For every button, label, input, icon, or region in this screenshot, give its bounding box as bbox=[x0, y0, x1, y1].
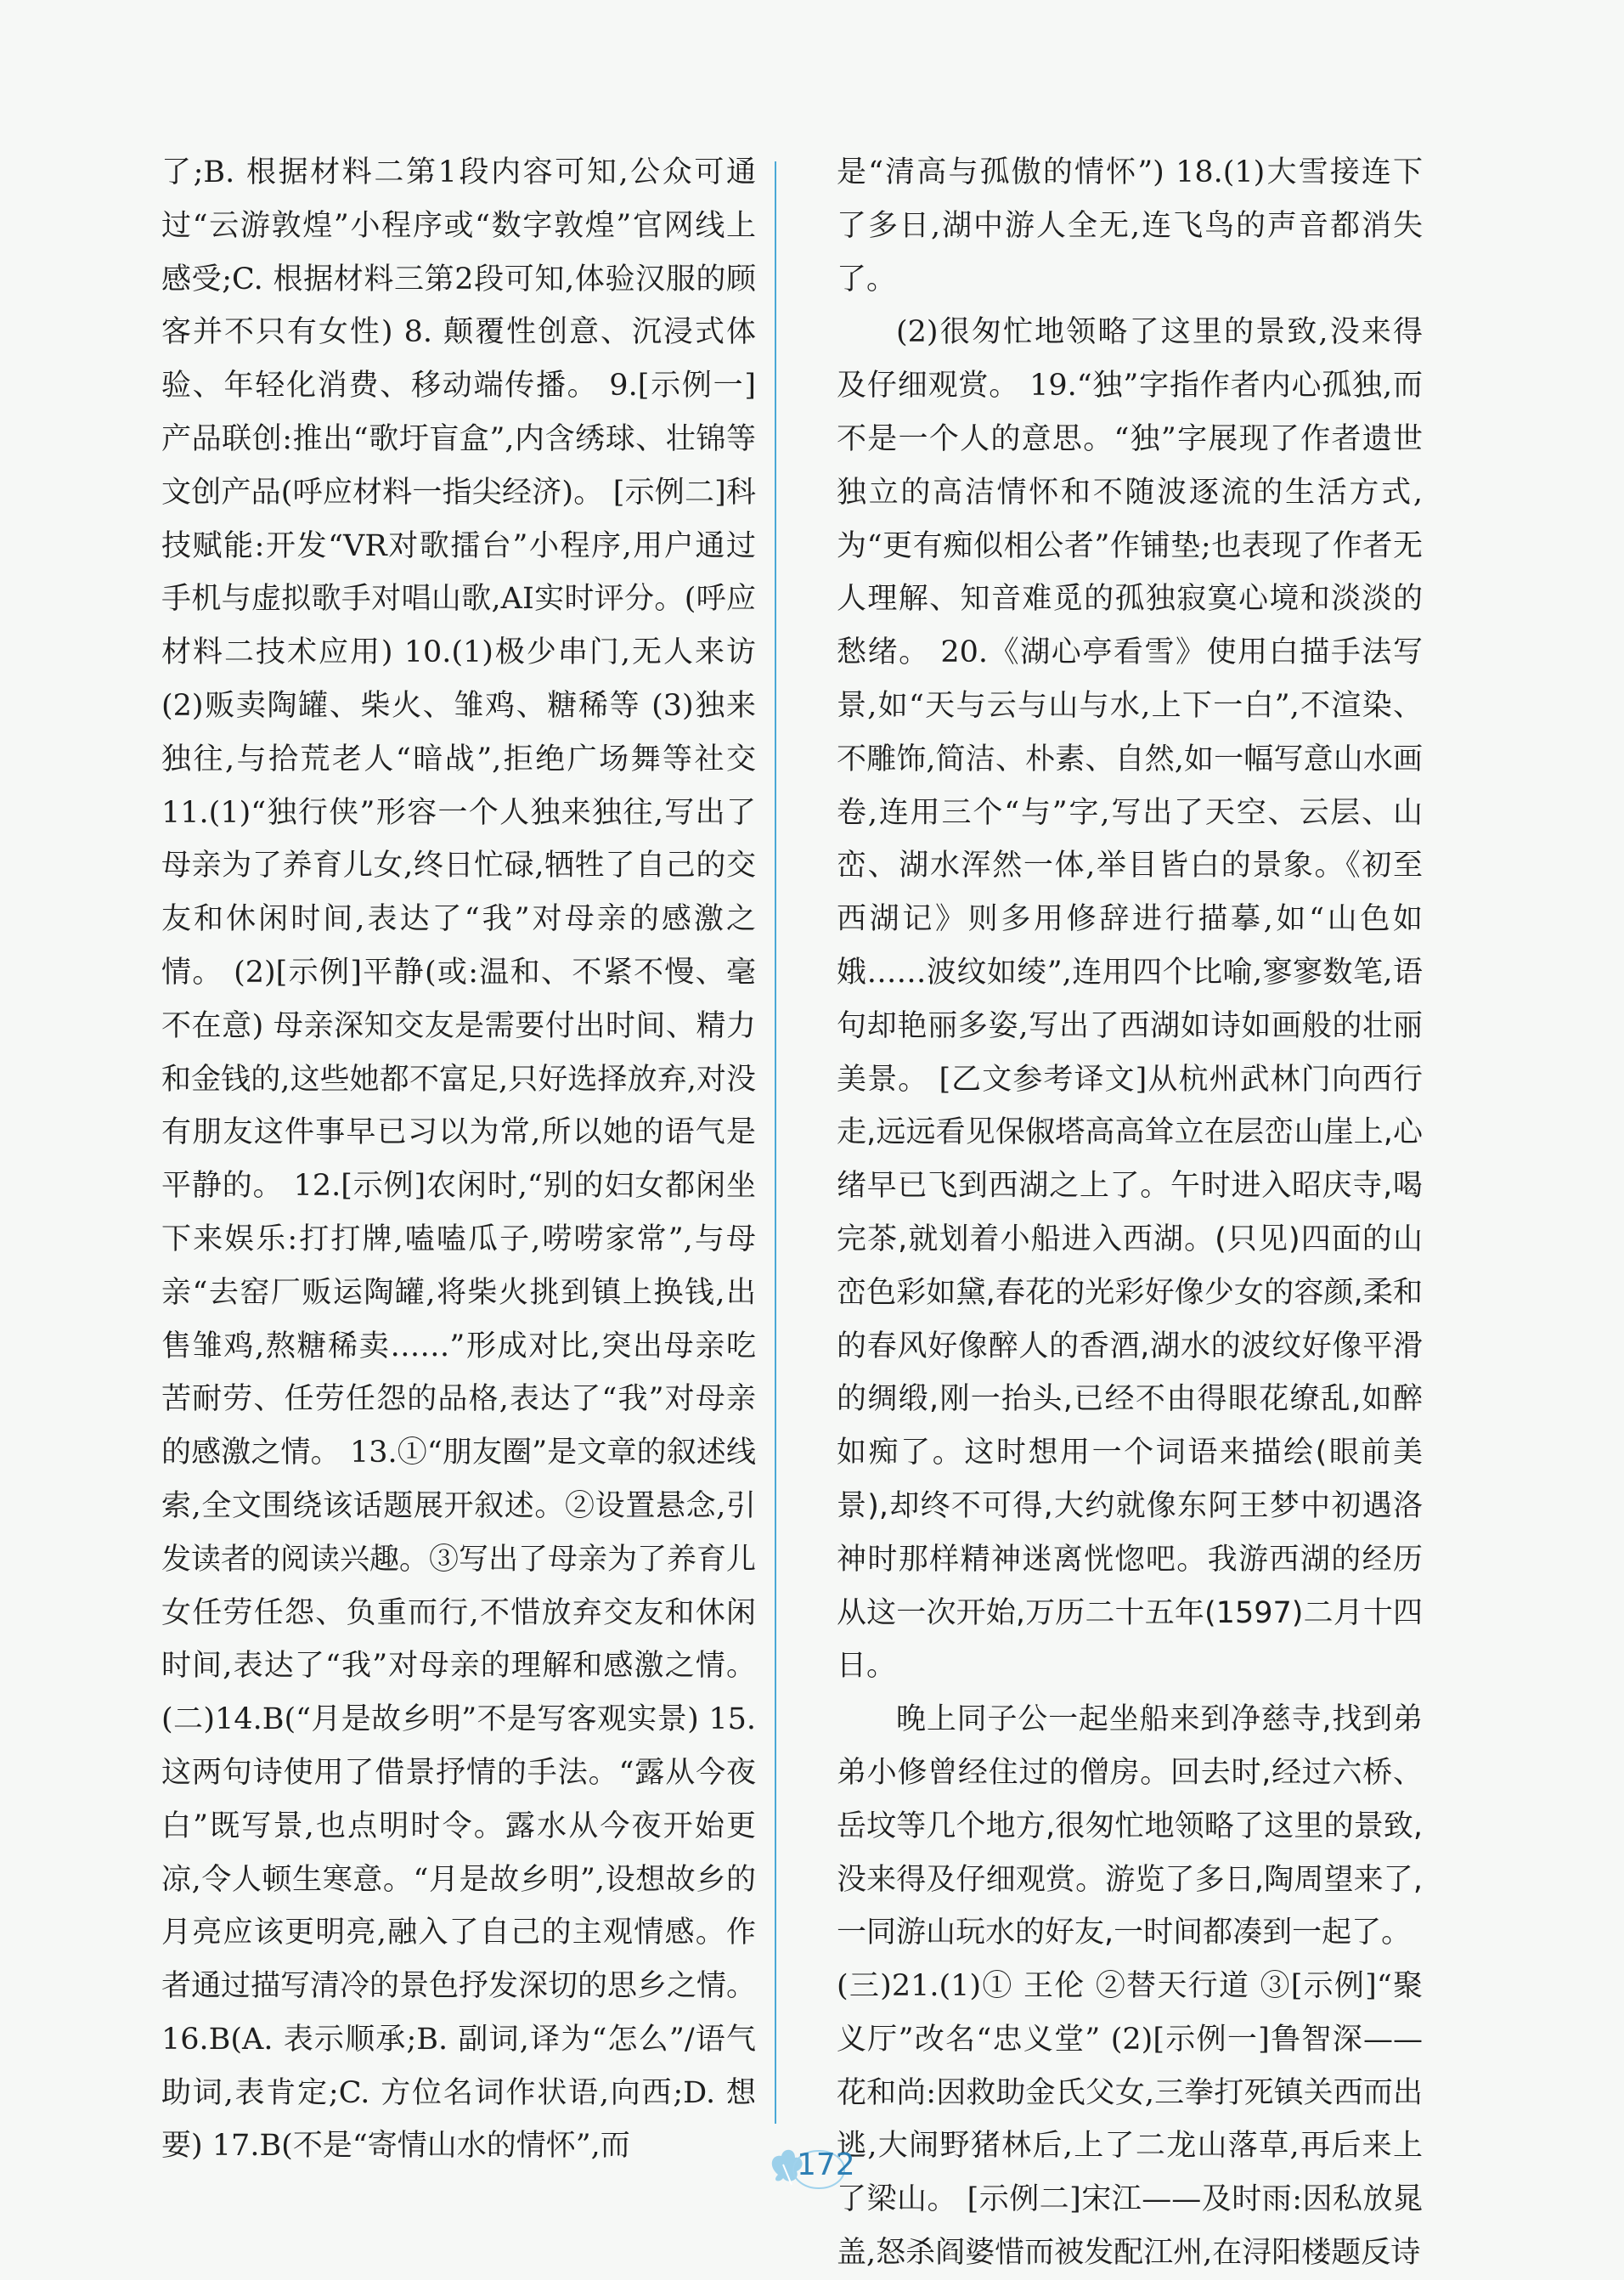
left-text: 了;B. 根据材料二第1段内容可知,公众可通过“云游敦煌”小程序或“数字敦煌”官网线上感受;C. 根据材料三第2段可知,体验汉服的顾客并不只有女性) 8. 颠覆性创意、沉浸式体验、年轻化消费、移动端传播。 9.[示例一]产品联创:推出“歌圩盲盒”,内含绣球、壮锦等文创产品(呼应材料一指尖经济)。 [示例二]科技赋能:开发“VR对歌擂台”小程序,用户通过手机与虚拟歌手对唱山歌,AI实时评分。(呼应材料二技术应用) 10.(1)极少串门,无人来访 (2)贩卖陶罐、柴火、雏鸡、糖稀等 (3)独来独往,与拾荒老人“暗战”,拒绝广场舞等社交 11.(1)“独行侠”形容一个人独来独往,写出了母亲为了养育儿女,终日忙碌,牺牲了自己的交友和休闲时间,表达了“我”对母亲的感激之情。 (2)[示例]平静(或:温和、不紧不慢、毫不在意) 母亲深知交友是需要付出时间、精力和金钱的,这些她都不富足,只好选择放弃,对没有朋友这件事早已习以为常,所以她的语气是平静的。 12.[示例]农闲时,“别的妇女都闲坐下来娱乐:打打牌,嗑嗑瓜子,唠唠家常”,与母亲“去窑厂贩运陶罐,将柴火挑到镇上换钱,出售雏鸡,熬糖稀卖……”形成对比,突出母亲吃苦耐劳、任劳任怨的品格,表达了“我”对母亲的感激之情。 13.①“朋友圈”是文章的叙述线索,全文围绕该话题展开叙述。②设置悬念,引发读者的阅读兴趣。③写出了母亲为了养育儿女任劳任怨、负重而行,不惜放弃交友和休闲时间,表达了“我”对母亲的理解和感激之情。 (二)14.B(“月是故乡明”不是写客观实景) 15. 这两句诗使用了借景抒情的手法。“露从今夜白”既写景,也点明时令。露水从今夜开始更凉,令人顿生寒意。“月是故乡明”,设想故乡的月亮应该更明亮,融入了自己的主观情感。作者通过描写清冷的景色抒发深切的思乡之情。 16.B(A. 表示顺承;B. 副词,译为“怎么”/语气助词,表肯定;C. 方位名词作状语,向西;D. 想要) 17.B(不是“寄情山水的情怀”,而 bbox=[161, 155, 757, 2164]
translation-label: [乙文参考译文] bbox=[939, 1062, 1148, 1097]
column-separator bbox=[775, 161, 776, 2124]
answer-text-18: 是“清高与孤傲的情怀”) 18.(1)大雪接连下了多日,湖中游人全无,连飞鸟的声音都消失了。 bbox=[837, 155, 1423, 296]
right-column bbox=[837, 146, 1423, 2280]
translation-text-1: 从杭州武林门向西行走,远远看见保俶塔高高耸立在层峦山崖上,心绪早已飞到西湖之上了。午时进入昭庆寺,喝完茶,就划着小船进入西湖。(只见)四面的山峦色彩如黛,春花的光彩好像少女的容颜,柔和的春风好像醉人的香酒,湖水的波纹好像平滑的绸缎,刚一抬头,已经不由得眼花缭乱,如醉如痴了。这时想用一个词语来描绘(眼前美景),却终不可得,大约就像东阿王梦中初遇洛神时那样精神迷离恍惚吧。我游西湖的经历从这一次开始,万历二十五年(1597)二月十四日。 bbox=[837, 1062, 1423, 1684]
answer-text-21: (三)21.(1)① 王伦 ②替天行道 ③[示例]“聚义厅”改名“忠义堂” (2)[示例一]鲁智深——花和尚:因救助金氏父女,三拳打死镇关西而出逃,大闹野猪林后,上了二龙山落草,再后来上了梁山。 [示例二]宋江——及时雨:因私放晁盖,怒杀阎婆惜而被发配江州,在浔阳楼题反诗 bbox=[837, 1969, 1423, 2271]
page-number: 172 bbox=[797, 2147, 855, 2182]
page-footer bbox=[766, 2141, 868, 2195]
translation-text-2: 晚上同子公一起坐船来到净慈寺,找到弟弟小修曾经住过的僧房。回去时,经过六桥、岳坟等几个地方,很匆忙地领略了这里的景致,没来得及仔细观赏。游览了多日,陶周望来了,一同游山玩水的好友,一时间都凑到一起了。 bbox=[837, 1702, 1423, 1950]
left-column bbox=[161, 146, 756, 2173]
answer-text-18-20 bbox=[837, 306, 1423, 1693]
answer-text-body: (2)很匆忙地领略了这里的景致,没来得及仔细观赏。 19.“独”字指作者内心孤独,而不是一个人的意思。“独”字展现了作者遗世独立的高洁情怀和不随波逐流的生活方式,为“更有痴似相公者”作铺垫;也表现了作者无人理解、知音难觅的孤独寂寞心境和淡淡的愁绪。 20.《湖心亭看雪》使用白描手法写景,如“天与云与山与水,上下一白”,不渲染、不雕饰,简洁、朴素、自然,如一幅写意山水画卷,连用三个“与”字,写出了天空、云层、山峦、湖水浑然一体,举目皆白的景象。《初至西湖记》则多用修辞进行描摹,如“山色如娥……波纹如绫”,连用四个比喻,寥寥数笔,语句却艳丽多姿,写出了西湖如诗如画般的壮丽美景。 bbox=[837, 315, 1423, 1097]
